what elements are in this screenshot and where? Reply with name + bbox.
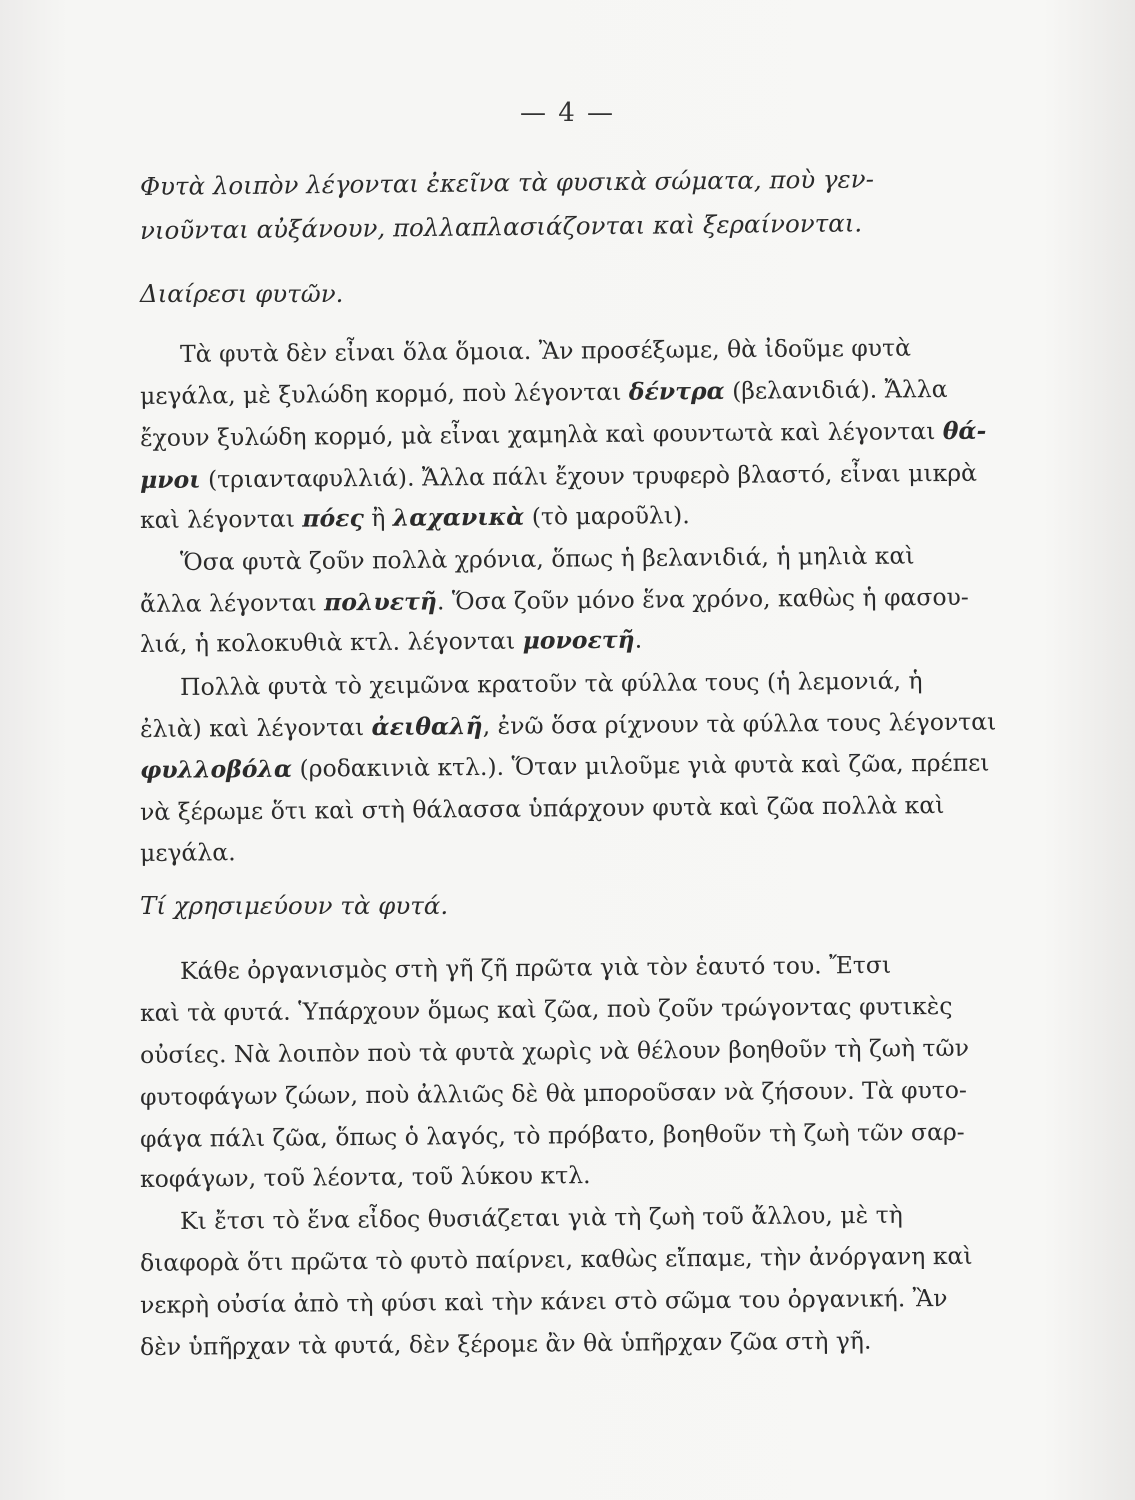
- paragraph-line: [140, 747, 1040, 785]
- paragraph-line: [140, 373, 1040, 411]
- paragraph-line: [140, 706, 1040, 744]
- text-run: οὐσίες. Νὰ λοιπὸν ποὺ τὰ φυτὰ χωρὶς νὰ θέλουν βοηθοῦν τὴ ζωὴ τῶν: [139, 1033, 970, 1069]
- text-run: μεγάλα.: [139, 838, 236, 867]
- text-run: (τριανταφυλλιά). Ἄλλα πάλι ἔχουν τρυφερὸ βλαστό, εἶναι μικρὰ: [200, 458, 978, 494]
- text-run: (βελανιδιά). Ἄλλα: [724, 374, 948, 405]
- text-run: δὲν ὑπῆρχαν τὰ φυτά, δὲν ξέρομε ἂν θὰ ὑπῆρχαν ζῶα στὴ γῆ.: [139, 1326, 872, 1361]
- paragraph-line: [140, 1156, 1040, 1194]
- emphasized-term: δέντρα: [628, 376, 725, 406]
- paragraph-line: [180, 664, 1080, 702]
- paragraph-line: [140, 1032, 1040, 1070]
- paragraph-line: [180, 539, 1080, 577]
- paragraph-line: [140, 457, 1040, 495]
- page-number: — 4 —: [519, 98, 616, 128]
- paragraph-line: [140, 497, 1040, 535]
- text-run: λιά, ἡ κολοκυθιὰ κτλ. λέγονται: [139, 626, 523, 658]
- paragraph-line: [140, 789, 1040, 827]
- text-run: κοφάγων, τοῦ λέοντα, τοῦ λύκου κτλ.: [139, 1161, 591, 1193]
- section-heading-uses: Τί χρησιμεύουν τὰ φυτά.: [140, 891, 449, 920]
- emphasized-term: φυλλοβόλα: [139, 754, 293, 784]
- paragraph-line: [140, 1074, 1040, 1112]
- paragraph-line: [140, 415, 1040, 453]
- text-run: . Ὅσα ζοῦν μόνο ἕνα χρόνο, καθὼς ἡ φασου-: [436, 582, 969, 616]
- text-run: Κάθε ὀργανισμὸς στὴ γῆ ζῆ πρῶτα γιὰ τὸν ἑαυτό του. Ἔτσι: [179, 950, 892, 985]
- lead-line-2: νιοῦνται αὐξάνουν, πολλαπλασιάζονται καὶ ξεραίνονται.: [139, 208, 863, 245]
- text-run: φάγα πάλι ζῶα, ὅπως ὁ λαγός, τὸ πρόβατο, βοηθοῦν τὴ ζωὴ τῶν σαρ-: [139, 1117, 965, 1153]
- emphasized-term: μονοετῆ: [522, 625, 635, 655]
- text-run: καὶ λέγονται: [139, 504, 303, 534]
- text-run: μεγάλα, μὲ ξυλώδη κορμό, ποὺ λέγονται: [139, 377, 629, 410]
- text-run: διαφορὰ ὅτι πρῶτα τὸ φυτὸ παίρνει, καθὼς εἴπαμε, τὴν ἀνόργανη καὶ: [139, 1241, 973, 1277]
- text-run: ἄλλα λέγονται: [139, 588, 325, 618]
- text-run: νεκρὴ οὐσία ἀπὸ τὴ φύσι καὶ τὴν κάνει στὸ σῶμα του ὀργανική. Ἂν: [139, 1283, 948, 1319]
- paragraph-line: [140, 1282, 1040, 1320]
- text-run: νὰ ξέρωμε ὅτι καὶ στὴ θάλασσα ὑπάρχουν φυτὰ καὶ ζῶα πολλὰ καὶ: [139, 790, 945, 826]
- text-run: ἔχουν ξυλώδη κορμό, μὰ εἶναι χαμηλὰ καὶ φουντωτὰ καὶ λέγονται: [139, 416, 943, 452]
- paragraph-line: [180, 1198, 1080, 1236]
- text-run: (τὸ μαροῦλι).: [524, 501, 690, 531]
- text-run: Πολλὰ φυτὰ τὸ χειμῶνα κρατοῦν τὰ φύλλα τους (ἡ λεμονιά, ἡ: [179, 666, 923, 701]
- paragraph-line: [140, 1116, 1040, 1154]
- emphasized-term: πολυετῆ: [323, 587, 438, 617]
- section-heading-divisions: Διαίρεσι φυτῶν.: [140, 279, 344, 308]
- emphasized-term: λαχανικὰ: [392, 502, 525, 532]
- paragraph-line: [140, 1324, 1040, 1362]
- lead-line-1: Φυτὰ λοιπὸν λέγονται ἐκεῖνα τὰ φυσικὰ σώματα, ποὺ γεν-: [139, 164, 875, 201]
- paragraph-line: [180, 948, 1080, 986]
- text-run: ἐλιὰ) καὶ λέγονται: [139, 712, 372, 743]
- text-run: καὶ τὰ φυτά. Ὑπάρχουν ὅμως καὶ ζῶα, ποὺ ζοῦν τρώγοντας φυτικὲς: [139, 991, 953, 1027]
- text-run: Ὅσα φυτὰ ζοῦν πολλὰ χρόνια, ὅπως ἡ βελανιδιά, ἡ μηλιὰ καὶ: [179, 541, 915, 576]
- text-run: Κι ἔτσι τὸ ἕνα εἶδος θυσιάζεται γιὰ τὴ ζωὴ τοῦ ἄλλου, μὲ τὴ: [179, 1200, 903, 1235]
- emphasized-term: ἀειθαλῆ: [371, 712, 483, 741]
- text-run: , ἐνῶ ὅσα ρίχνουν τὰ φύλλα τους λέγονται: [482, 707, 997, 741]
- paragraph-line: [140, 1240, 1040, 1278]
- paragraph-line: [140, 581, 1040, 619]
- text-run: (ροδακινιὰ κτλ.). Ὅταν μιλοῦμε γιὰ φυτὰ καὶ ζῶα, πρέπει: [291, 748, 990, 783]
- text-run: ἢ: [363, 503, 393, 533]
- emphasized-term: μνοι: [139, 465, 201, 494]
- paragraph-line: [140, 621, 1040, 659]
- text-run: .: [634, 625, 643, 654]
- emphasized-term: πόες: [302, 504, 364, 533]
- emphasized-term: θά-: [942, 416, 987, 445]
- text-run: φυτοφάγων ζώων, ποὺ ἀλλιῶς δὲ θὰ μποροῦσαν νὰ ζήσουν. Τὰ φυτο-: [139, 1075, 968, 1111]
- paragraph-line: [140, 990, 1040, 1028]
- text-run: Τὰ φυτὰ δὲν εἶναι ὅλα ὅμοια. Ἂν προσέξωμε, θὰ ἰδοῦμε φυτὰ: [179, 333, 912, 368]
- paragraph-line: [140, 830, 1040, 868]
- paragraph-line: [180, 331, 1080, 369]
